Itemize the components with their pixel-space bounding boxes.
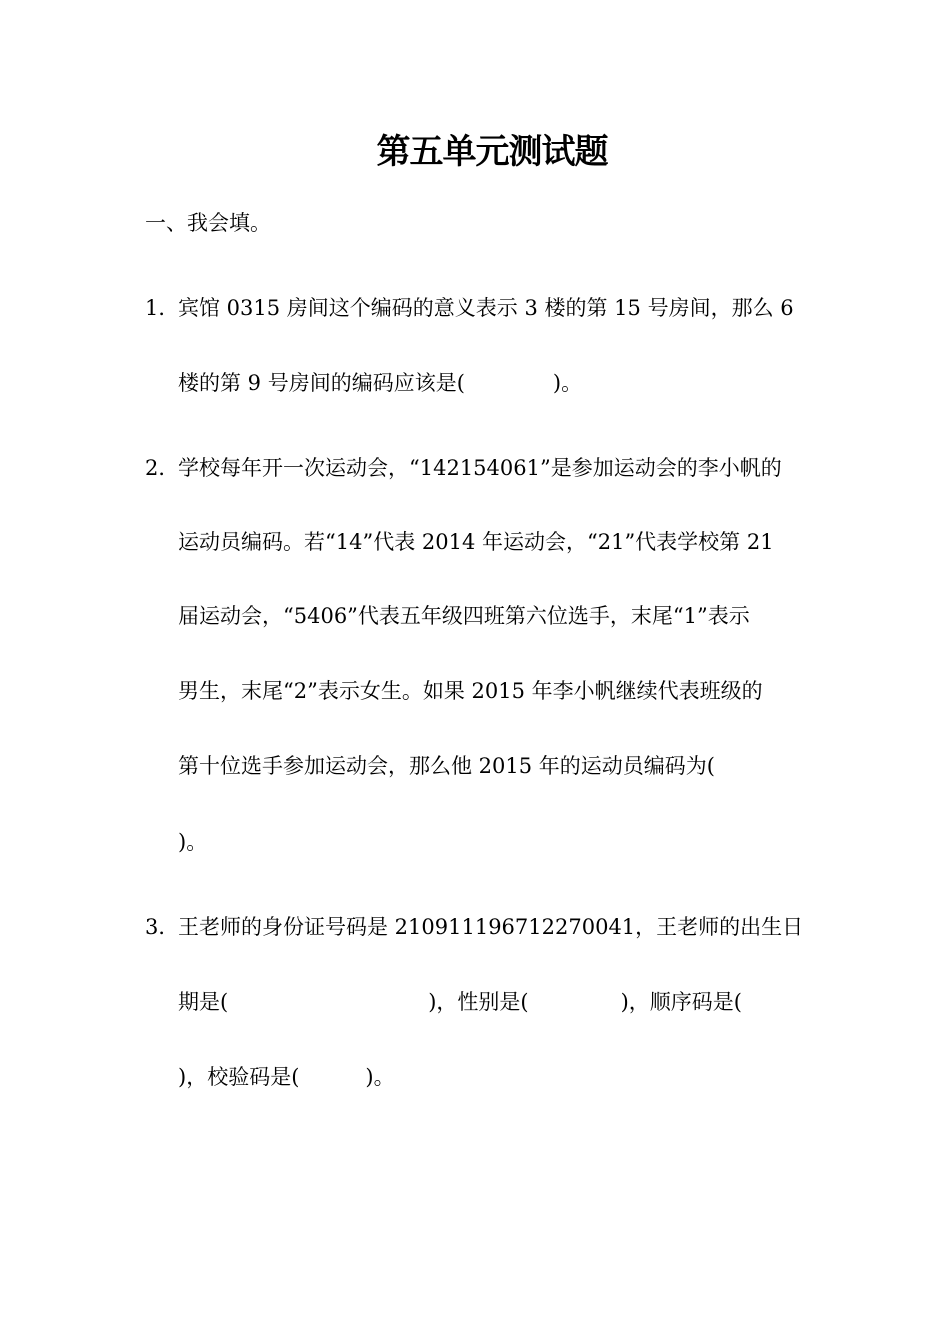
page-title: 第五单元测试题 [376,132,608,172]
question-1-number: 1． [145,296,180,320]
question-2-line-1: 学校每年开一次运动会，“142154061”是参加运动会的李小帆的 [178,456,782,480]
question-3-gender-label: )，性别是( [428,990,529,1014]
question-2-line-2: 运动员编码。若“14”代表 2014 年运动会，“21”代表学校第 21 [178,530,774,554]
question-3-sequence-label: )，顺序码是( [620,990,742,1014]
question-3-line-2 [178,984,742,1020]
question-1-line-2-text: 楼的第 9 号房间的编码应该是( [178,371,465,395]
question-2-line-6: )。 [178,830,208,854]
question-1-line-2 [178,365,582,401]
question-3-birthdate-label: 期是( [178,990,229,1014]
question-3-line-3-end: )。 [365,1065,395,1089]
question-2-line-3: 届运动会，“5406”代表五年级四班第六位选手，末尾“1”表示 [178,604,750,628]
question-1-line-2-end: )。 [552,371,583,395]
question-3-line-1: 王老师的身份证号码是 210911196712270041，王老师的出生日 [178,915,804,939]
question-3-checkcode-label: )，校验码是( [178,1065,300,1089]
question-3-line-3 [178,1059,395,1095]
question-3-number: 3． [145,915,180,939]
question-2-line-4: 男生，末尾“2”表示女生。如果 2015 年李小帆继续代表班级的 [178,679,763,703]
question-1-line-1: 宾馆 0315 房间这个编码的意义表示 3 楼的第 15 号房间，那么 6 [178,296,794,320]
question-2-line-5: 第十位选手参加运动会，那么他 2015 年的运动员编码为( [178,754,715,778]
section-heading: 一、我会填。 [145,211,271,235]
question-2-number: 2． [145,456,180,480]
